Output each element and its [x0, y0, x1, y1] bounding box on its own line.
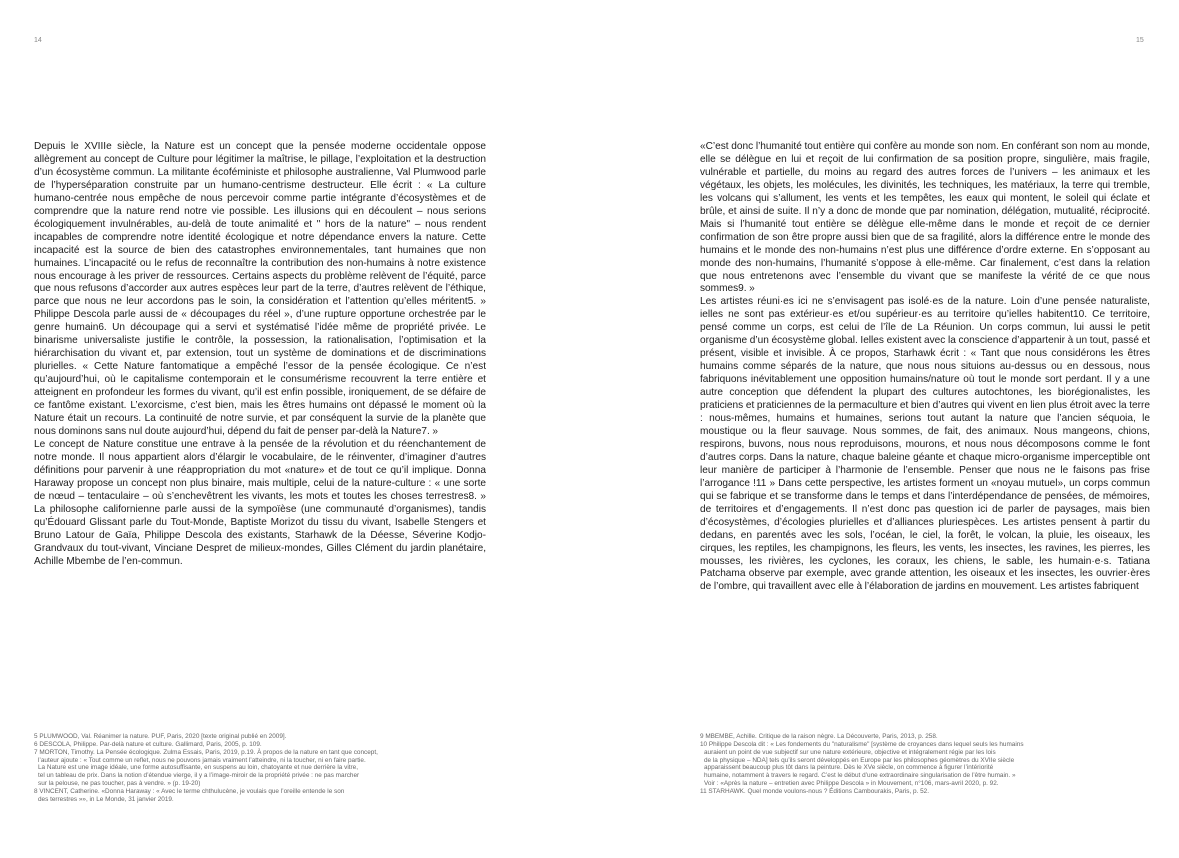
footnote: 9 MBEMBE, Achille. Critique de la raison nègre. La Découverte, Paris, 2013, p. 258. — [700, 733, 938, 740]
paragraph: Les artistes réuni·es ici ne s’envisagent pas isolé·es de la nature. Loin d’une pensée naturaliste, ielles ne sont pas extérieur·es et/ou supérieur·es au territoire qu’ielles habitent10. Ce territoire, pensé comme un corps, est celui de l’île de La Réunion. Un corps commun, lui aussi le petit organisme d’un écosystème global. Ielles existent avec la conscience d’appartenir à un tout, passé et présent, visible et invisible. À ce propos, Starhawk écrit : « Tant que nous considérons les êtres humains comme séparés de la nature, que nous nous situions au-dessus ou en dessous, nous fabriquons inévitablement une opposition humains/nature où tout le monde sort perdant. Il y a une autre conception que défendent la plupart des cultures autochtones, les biorégionalistes, les praticiens et praticiennes de la permaculture et bien d’autres qui vivent en lien plus étroit avec la terre : nous-mêmes, humains et humaines, serions tout autant la nature que l’ancien séquoia, le moustique ou la fleur sauvage. Nous sommes, de fait, des animaux. Nous mangeons, chions, respirons, buvons, nous nous reproduisons, mourons, et nous nous décomposons comme le font d’autres corps. Dans la nature, chaque baleine géante et chaque micro-organisme imperceptible ont leur manière de participer à l’harmonie de l’ensemble. Penser que nous ne le faisons pas frise l’arrogance !11 » Dans cette perspective, les artistes forment un «noyau mutuel», un corps commun qui se fabrique et se transforme dans le temps et dans l’interdépendance de pensées, de mémoires, de territoires et d’engagements. Il n’est donc pas question ici de parler de paysages, mais bien d’écosystèmes, d’écologies plurielles et d’alliances pluriespèces. Les artistes pensent à partir du dedans, en parentés avec les sols, l’océan, le ciel, la forêt, le volcan, la pluie, les oiseaux, les cirques, les reptiles, les champignons, les fleurs, les vents, les insectes, les ravines, les pierres, les mousses, les rivières, les cyclones, les coraux, les chiens, le sable, les humain·e·s. Tatiana Patchama observe par exemple, avec grande attention, les oiseaux et les insectes, les ouvrier·ères de l’ombre, qui travaillent avec elle à l’élaboration de jardins en mouvement. Les artistes fabriquent — [700, 296, 1150, 593]
paragraph: «C’est donc l’humanité tout entière qui confère au monde son nom. En conférant son nom au monde, elle se délègue en lui et reçoit de lui confirmation de sa position propre, singulière, mais fragile, vulnérable et partielle, du moins au regard des autres forces de l’univers – les animaux et les végétaux, les objets, les molécules, les divinités, les techniques, les matériaux, la terre qui tremble, les volcans qui s’allument, les vents et les tempêtes, les eaux qui montent, le soleil qui éclate et brûle, et ainsi de suite. Il n’y a donc de monde que par nomination, délégation, mutualité, réciprocité. Mais si l’humanité tout entière se délègue elle-même dans le monde et reçoit de ce dernier confirmation de son être propre aussi bien que de sa fragilité, alors la différence entre le monde des humains et le monde des non-humains n’est plus une différence d’ordre externe. En s’opposant au monde des non-humains, l’humanité s’oppose à elle-même. Car finalement, c’est dans la relation que nous entretenons avec l’ensemble du vivant que se manifeste la vérité de ce que nous sommes9. » — [700, 141, 1150, 295]
body-text — [700, 141, 1150, 594]
footnote: 10 Philippe Descola dit : « Les fondements du "naturalisme" [système de croyances dans lequel seuls les humains — [700, 740, 1024, 748]
footnote-line: tel un tableau de prix. Dans la notion d’étendue vierge, il y a l’image-miroir de la propriété privée : ne pas marcher — [38, 772, 360, 780]
paragraph: Le concept de Nature constitue une entrave à la pensée de la révolution et du réenchantement de notre monde. Il nous appartient alors d’élargir le vocabulaire, de le réinventer, d’imaginer d’autres définitions pour parvenir à une réappropriation du mot «nature» et de tout ce qu’il implique. Donna Haraway propose un concept non plus binaire, mais multiple, celui de la nature-culture : « une sorte de nœud – tentaculaire – où s’enchevêtrent les vivants, les mots et toutes les choses terrestres8. » La philosophe californienne parle aussi de la sympoïèse (une communauté d’organismes), tandis qu’Édouard Glissant parle du Tout-Monde, Baptiste Morizot du tissu du vivant, Isabelle Stengers et Bruno Latour de Gaïa, Philippe Descola des existants, Starhawk de la Déesse, Séverine Kodjo-Grandvaux du tout-vivant, Vinciane Despret de milieux-mondes, Gilles Clément du jardin planétaire, Achille Mbembe de l’en-commun. — [34, 438, 486, 567]
footnote: 6 DESCOLA, Philippe. Par-delà nature et culture. Gallimard, Paris, 2005, p. 109. — [34, 740, 262, 748]
footnote-line: Voir : «Après la nature – entretien avec Philippe Descola » in Mouvement, n°106, mars-avril 2020, p. 92. — [704, 780, 999, 788]
left-page — [0, 0, 589, 858]
footnote-line: humaine, notamment à travers le regard. C’est le début d’une extraordinaire singularisation de l’être humain. » — [704, 772, 1016, 780]
footnote: 11 STARHAWK. Quel monde voulons-nous ? Éditions Cambourakis, Paris, p. 52. — [700, 787, 929, 795]
right-page — [590, 0, 1179, 858]
footnote-line: La Nature est une image idéale, une forme autosuffisante, en suspens au loin, chatoyante et nue derrière la vitre, — [38, 764, 358, 772]
page-number: 15 — [1136, 37, 1144, 44]
footnote-line: apparaissent beaucoup plus tôt dans la peinture. Dès le XVe siècle, on commence à figurer l’intériorité — [704, 764, 994, 772]
footnotes — [700, 733, 1110, 796]
footnote-line: des terrestres »», in Le Monde, 31 janvier 2019. — [38, 795, 174, 803]
footnote: 7 MORTON, Timothy. La Pensée écologique. Zulma Essais, Paris, 2019, p.19. À propos de la nature en tant que concept, — [34, 748, 378, 756]
footnote-line: l’auteur ajoute : « Tout comme un reflet, nous ne pouvons jamais vraiment l’atteindre, ni la toucher, ni en faire partie. — [38, 756, 366, 764]
footnote-line: de la physique – NDA] tels qu’ils seront développés en Europe par les philosophes géomètres du XVIIe siècle — [704, 756, 1015, 764]
footnote-line: auraient un point de vue subjectif sur une nature extérieure, objective et intégralement régie par les lois — [704, 748, 996, 756]
footnote: 5 PLUMWOOD, Val. Réanimer la nature. PUF, Paris, 2020 [texte original publié en 2009]. — [34, 733, 287, 740]
footnote-line: sur la pelouse, ne pas toucher, pas à vendre. » (p. 19-20) — [38, 780, 201, 788]
footnote: 8 VINCENT, Catherine. «Donna Haraway : « Avec le terme chthulucène, je voulais que l’oreille entende le son — [34, 787, 345, 795]
body-text — [34, 141, 486, 568]
footnotes — [34, 733, 444, 804]
page-number: 14 — [34, 37, 42, 44]
paragraph: Depuis le XVIIIe siècle, la Nature est un concept que la pensée moderne occidentale oppose allègrement au concept de Culture pour légitimer la maîtrise, le pillage, l’exploitation et la destruction d’un écosystème commun. La militante écoféministe et philosophe australienne, Val Plumwood parle de l’hyperséparation construite par un humano-centrisme destructeur. Elle écrit : « La culture humano-centrée nous empêche de nous percevoir comme partie intégrante d’écosystèmes et de comprendre que la nature rend notre vie possible. Les illusions qui en découlent – nous serions écologiquement invulnérables, au-delà de toute animalité et " hors de la nature" – nous rendent incapables de comprendre notre identité écologique et notre dépendance envers la nature. Cette incapacité est la source de bien des catastrophes environnementales, tant humaines que non humaines. L’incapacité ou le refus de reconnaître la contribution des non-humains à notre existence nous encourage à les priver de ressources. Certains aspects du problème relèvent de l’équité, parce que nous refusons d’accorder aux autres espèces leur part de la terre, d’autres relèvent de l’éthique, parce que nous ne leur accordons pas le soin, la considération et l’attention qu’elles méritent5. » Philippe Descola parle aussi de « découpages du réel », d’une rupture opportune orchestrée par le genre humain6. Un découpage qui a servi et systématisé l’idée même de propriété privée. Le binarisme universaliste justifie le contrôle, la possession, la rationalisation, l’optimisation et la hiérarchisation du vivant et, par extension, tout un système de dominations et de discriminations plurielles. « Cette Nature fantomatique a empêché l’essor de la pensée écologique. Ce n’est qu’aujourd’hui, où le capitalisme contemporain et le consumérisme recouvrent la terre entière et atteignent en profondeur les formes du vivant, qu’il est enfin possible, ironiquement, de se défaire de ce fantôme existant. L’exorcisme, c’est bien, mais les êtres humains ont dépassé le moment où la Nature était un recours. La continuité de notre survie, et par conséquent la survie de la planète que nous dominons sans nul doute aujourd’hui, dépend du fait de penser par-delà la Nature7. » — [34, 141, 486, 437]
